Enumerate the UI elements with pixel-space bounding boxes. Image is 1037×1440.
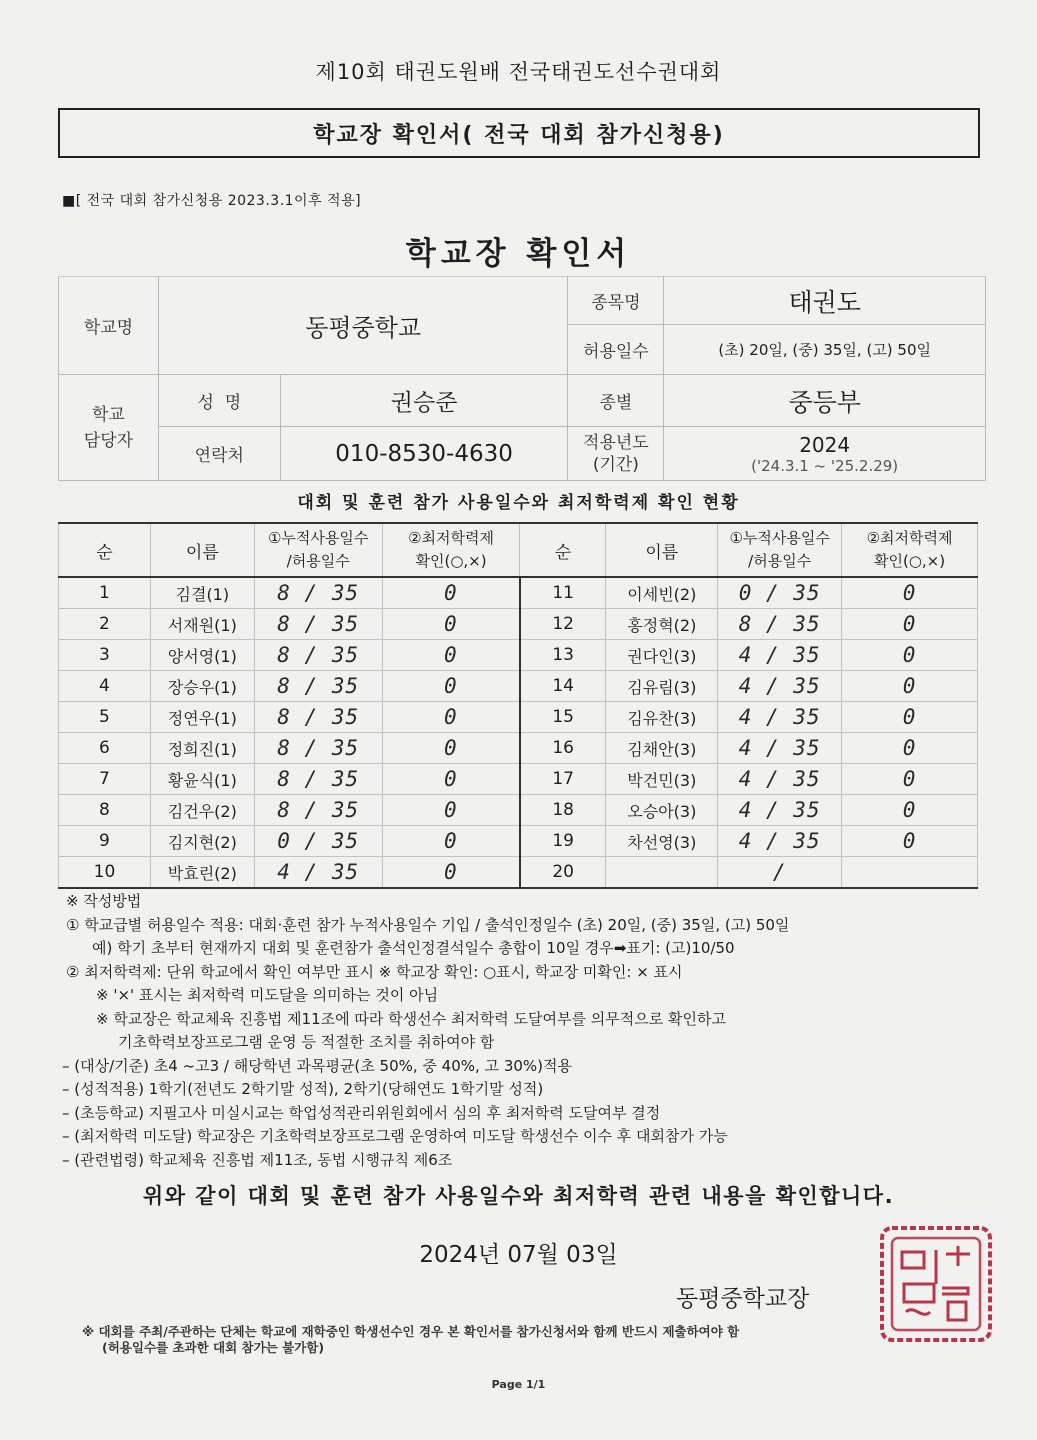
days-used: 4 / 35 [254, 857, 382, 889]
issue-date: 2024년 07월 03일 [419, 1242, 618, 1268]
student-name: 김건우(2) [150, 795, 254, 826]
manager-label: 학교 담당자 [59, 375, 159, 481]
footer-line-1: ※ 대회를 주최/주관하는 단체는 학교에 재학중인 학생선수인 경우 본 확인서를 참가신청서와 함께 반드시 제출하여야 함 [82, 1324, 740, 1339]
days-used: 0 / 35 [718, 577, 842, 609]
allowed-value: (초) 20일, (중) 35일, (고) 50일 [664, 325, 986, 375]
row-number: 18 [520, 795, 606, 826]
document-title: 학교장 확인서 [405, 236, 632, 272]
table-row [59, 795, 978, 826]
header-check: ②최저학력제 확인(○,×) [842, 523, 978, 577]
student-name: 정연우(1) [150, 702, 254, 733]
note-line: ※ 학교장은 학교체육 진흥법 제11조에 따라 학생선수 최저학력 도달여부를 의무적으로 확인하고 [96, 1009, 726, 1028]
student-name: 서재원(1) [150, 609, 254, 640]
check-mark: 0 [842, 764, 978, 795]
check-mark: 0 [842, 671, 978, 702]
title-box: 학교장 확인서( 전국 대회 참가신청용) [58, 108, 980, 158]
name-label: 성 명 [158, 375, 280, 427]
row-number: 16 [520, 733, 606, 764]
table-row [59, 764, 978, 795]
student-name: 이세빈(2) [606, 577, 718, 609]
signer: 동평중학교장 [676, 1286, 810, 1312]
table-row [59, 826, 978, 857]
row-number: 13 [520, 640, 606, 671]
days-used: 8 / 35 [254, 702, 382, 733]
student-name: 정희진(1) [150, 733, 254, 764]
days-used: 8 / 35 [254, 795, 382, 826]
check-mark [842, 857, 978, 889]
note-line: – (관련법령) 학교체육 진흥법 제11조, 동법 시행규칙 제6조 [62, 1150, 453, 1169]
student-name: 김지현(2) [150, 826, 254, 857]
contact-label: 연락처 [158, 427, 280, 481]
row-number: 14 [520, 671, 606, 702]
note-line: ② 최저학력제: 단위 학교에서 확인 여부만 표시 ※ 학교장 확인: ○표시, 학교장 미확인: × 표시 [66, 962, 683, 981]
row-number: 1 [59, 577, 151, 609]
check-mark: 0 [382, 577, 520, 609]
period-label: 적용년도 (기간) [568, 427, 664, 481]
row-number: 19 [520, 826, 606, 857]
row-number: 10 [59, 857, 151, 889]
row-number: 6 [59, 733, 151, 764]
student-name: 권다인(3) [606, 640, 718, 671]
days-used: / [718, 857, 842, 889]
apply-note: ■[ 전국 대회 참가신청용 2023.3.1이후 적용] [62, 193, 362, 209]
allowed-label: 허용일수 [568, 325, 664, 375]
check-mark: 0 [382, 702, 520, 733]
row-number: 20 [520, 857, 606, 889]
row-number: 4 [59, 671, 151, 702]
note-line: – (성적적용) 1학기(전년도 2학기말 성적), 2학기(당해연도 1학기말 성적) [62, 1080, 544, 1098]
header-days: ①누적사용일수 /허용일수 [254, 523, 382, 577]
header-check: ②최저학력제 확인(○,×) [382, 523, 520, 577]
name-value: 권승준 [280, 375, 568, 427]
row-number: 5 [59, 702, 151, 733]
student-name: 황윤식(1) [150, 764, 254, 795]
status-heading: 대회 및 훈련 참가 사용일수와 최저학력제 확인 현황 [297, 493, 740, 513]
note-line: – (초등학교) 지필고사 미실시교는 학업성적관리위원회에서 심의 후 최저학력 도달여부 결정 [62, 1103, 661, 1122]
table-row [59, 609, 978, 640]
student-name: 박효린(2) [150, 857, 254, 889]
table-row [59, 577, 978, 609]
school-seal [876, 1222, 996, 1346]
footer-note [82, 1324, 739, 1356]
note-line: 기초학력보장프로그램 운영 등 적절한 조치를 취하여야 함 [118, 1033, 495, 1051]
sport-label: 종목명 [568, 277, 664, 325]
header-days: ①누적사용일수 /허용일수 [718, 523, 842, 577]
student-name: 오승아(3) [606, 795, 718, 826]
check-mark: 0 [842, 795, 978, 826]
period-cell [664, 427, 986, 481]
student-name: 김채안(3) [606, 733, 718, 764]
days-used: 8 / 35 [254, 640, 382, 671]
student-name [606, 857, 718, 889]
row-number: 11 [520, 577, 606, 609]
check-mark: 0 [382, 671, 520, 702]
student-name: 장승우(1) [150, 671, 254, 702]
days-used: 4 / 35 [718, 640, 842, 671]
student-name: 양서영(1) [150, 640, 254, 671]
header-name: 이름 [606, 523, 718, 577]
confirm-statement: 위와 같이 대회 및 훈련 참가 사용일수와 최저학력 관련 내용을 확인합니다. [142, 1184, 895, 1208]
check-mark: 0 [382, 826, 520, 857]
check-mark: 0 [382, 857, 520, 889]
records-table [58, 522, 978, 889]
check-mark: 0 [382, 609, 520, 640]
header-name: 이름 [150, 523, 254, 577]
contact-value: 010-8530-4630 [280, 427, 568, 481]
note-line: ① 학교급별 허용일수 적용: 대회·훈련 참가 누적사용일수 기입 / 출석인정일수 (초) 20일, (중) 35일, (고) 50일 [66, 915, 790, 934]
check-mark: 0 [842, 640, 978, 671]
header-seq: 순 [59, 523, 151, 577]
division-value: 중등부 [664, 375, 986, 427]
table-row [59, 671, 978, 702]
table-row [59, 702, 978, 733]
days-used: 8 / 35 [254, 577, 382, 609]
table-row [59, 640, 978, 671]
days-used: 4 / 35 [718, 671, 842, 702]
school-name: 동평중학교 [158, 277, 568, 375]
days-used: 0 / 35 [254, 826, 382, 857]
student-name: 김결(1) [150, 577, 254, 609]
student-name: 홍정혁(2) [606, 609, 718, 640]
student-name: 김유림(3) [606, 671, 718, 702]
row-number: 8 [59, 795, 151, 826]
days-used: 8 / 35 [254, 671, 382, 702]
days-used: 4 / 35 [718, 826, 842, 857]
page-number: Page 1/1 [491, 1378, 546, 1391]
notes [62, 890, 966, 1172]
student-name: 차선영(3) [606, 826, 718, 857]
footer-line-2: (허용일수를 초과한 대회 참가는 불가함) [102, 1340, 325, 1355]
event-title: 제10회 태권도원배 전국태권도선수권대회 [315, 60, 722, 84]
row-number: 17 [520, 764, 606, 795]
header-seq: 순 [520, 523, 606, 577]
note-line: ※ 작성방법 [66, 892, 142, 910]
days-used: 8 / 35 [254, 764, 382, 795]
days-used: 4 / 35 [718, 733, 842, 764]
check-mark: 0 [382, 640, 520, 671]
check-mark: 0 [842, 609, 978, 640]
student-name: 박건민(3) [606, 764, 718, 795]
check-mark: 0 [842, 577, 978, 609]
days-used: 8 / 35 [254, 733, 382, 764]
check-mark: 0 [842, 733, 978, 764]
row-number: 9 [59, 826, 151, 857]
days-used: 4 / 35 [718, 795, 842, 826]
days-used: 8 / 35 [718, 609, 842, 640]
days-used: 8 / 35 [254, 609, 382, 640]
note-line: – (최저학력 미도달) 학교장은 기초학력보장프로그램 운영하여 미도달 학생선수 이수 후 대회참가 가능 [62, 1127, 728, 1145]
row-number: 12 [520, 609, 606, 640]
sport-value: 태권도 [664, 277, 986, 325]
days-used: 4 / 35 [718, 702, 842, 733]
table-row [59, 733, 978, 764]
period-range: ('24.3.1 ~ '25.2.29) [751, 456, 899, 475]
division-label: 종별 [568, 375, 664, 427]
days-used: 4 / 35 [718, 764, 842, 795]
table-row [59, 857, 978, 889]
check-mark: 0 [842, 826, 978, 857]
row-number: 7 [59, 764, 151, 795]
note-line: – (대상/기준) 초4 ~고3 / 해당학년 과목평균(초 50%, 중 40%, 고 30%)적용 [62, 1056, 572, 1075]
note-line: 예) 학기 초부터 현재까지 대회 및 훈련참가 출석인정결석일수 총합이 10일 경우➡표기: (고)10/50 [92, 939, 735, 957]
period-year: 2024 [799, 432, 851, 457]
check-mark: 0 [382, 733, 520, 764]
check-mark: 0 [382, 795, 520, 826]
row-number: 3 [59, 640, 151, 671]
check-mark: 0 [382, 764, 520, 795]
school-label: 학교명 [59, 277, 159, 375]
note-line: ※ '×' 표시는 최저학력 미도달을 의미하는 것이 아님 [96, 986, 439, 1004]
row-number: 15 [520, 702, 606, 733]
check-mark: 0 [842, 702, 978, 733]
student-name: 김유찬(3) [606, 702, 718, 733]
info-table [58, 276, 986, 481]
row-number: 2 [59, 609, 151, 640]
